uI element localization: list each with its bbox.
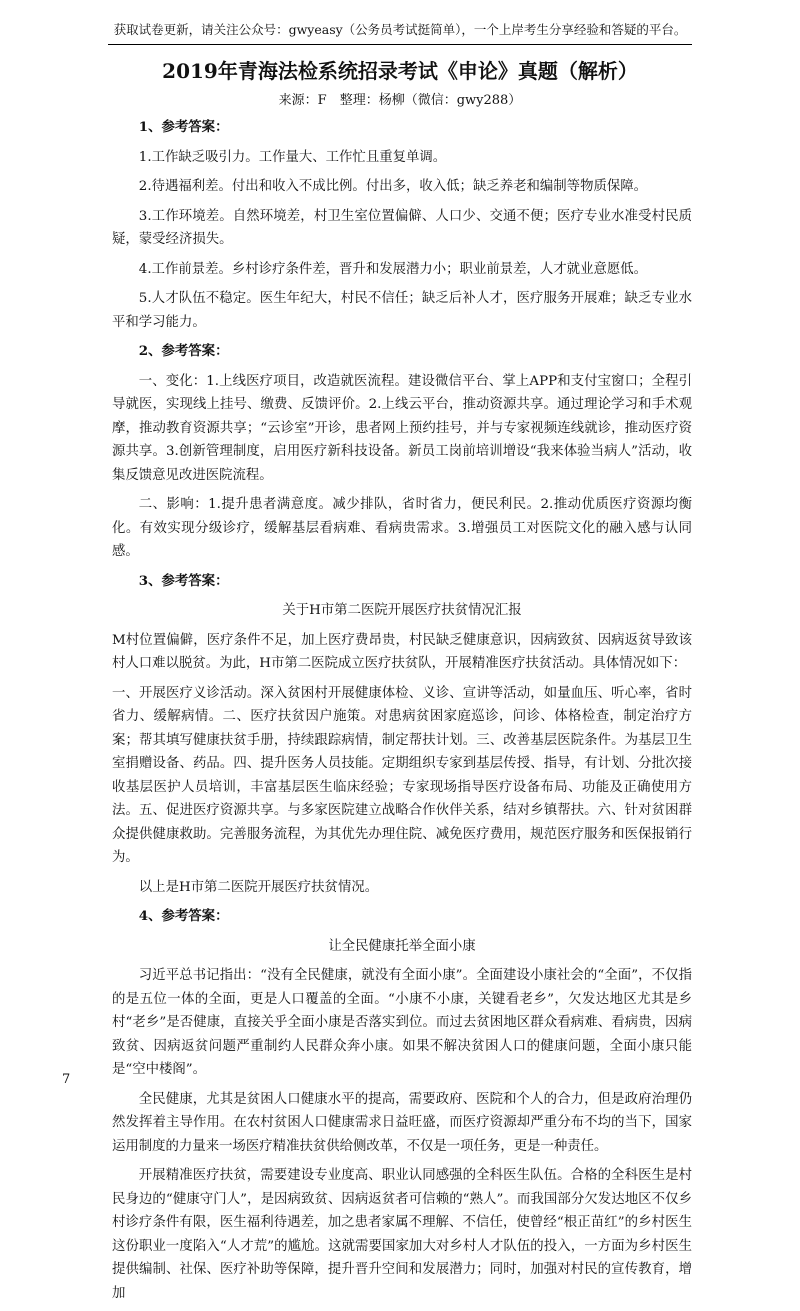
s2-paragraph: 一、变化：1.上线医疗项目，改造就医流程。建设微信平台、掌上APP和支付宝窗口；全程引导就医，实现线上挂号、缴费、反馈评价。2.上线云平台，推动资源共享。通过理论学习和手术观摩，推动教育资源共享；“云诊室”开诊，患者网上预约挂号，并与专家视频连线就诊，推动医疗资源共享。3.创新管理制度，启用医疗新科技设备。新员工岗前培训增设“我来体验当病人”活动，收集反馈意见改进医院流程。	[112, 373, 692, 483]
header-divider	[108, 44, 692, 45]
s3-paragraph: 以上是H市第二医院开展医疗扶贫情况。	[138, 879, 379, 895]
page-number: 7	[62, 1072, 71, 1087]
s1-paragraph: 4.工作前景差。乡村诊疗条件差，晋升和发展潜力小；职业前景差，人才就业意愿低。	[138, 261, 648, 277]
s1-paragraph: 1.工作缺乏吸引力。工作量大、工作忙且重复单调。	[138, 149, 447, 165]
s4-paragraph: 开展精准医疗扶贫，需要建设专业度高、职业认同感强的全科医生队伍。合格的全科医生是村民身边的“健康守门人”，是因病致贫、因病返贫者可信赖的“熟人”。而我国部分欠发达地区不仅乡村诊疗条件有限，医生福利待遇差，加之患者家属不理解、不信任，使曾经“根正苗红”的乡村医生这份职业一度陷入“人才荒”的尴尬。这就需要国家加大对乡村人才队伍的投入，一方面为乡村医生提供编制、社保、医疗补助等保障，提升晋升空间和发展潜力；同时，加强对村民的宣传教育，增加	[112, 1168, 692, 1301]
s3-paragraph: 一、开展医疗义诊活动。深入贫困村开展健康体检、义诊、宣讲等活动，如量血压、听心率，省时省力、缓解病情。二、医疗扶贫因户施策。对患病贫困家庭巡诊，问诊、体格检查，制定治疗方案；帮其填写健康扶贫手册，持续跟踪病情，制定帮扶计划。三、改善基层医院条件。为基层卫生室捐赠设备、药品。四、提升医务人员技能。定期组织专家到基层传授、指导，有计划、分批次接收基层医护人员培训，丰富基层医生临床经验；专家现场指导医疗设备布局、功能及正确使用方法。五、促进医疗资源共享。与多家医院建立战略合作伙伴关系，结对乡镇帮扶。六、针对贫困群众提供健康救助。完善服务流程，为其优先办理住院、减免医疗费用，规范医疗服务和医保报销行为。	[112, 685, 692, 865]
s1-paragraph: 2.待遇福利差。付出和收入不成比例。付出多，收入低；缺乏养老和编制等物质保障。	[138, 179, 648, 194]
s2-paragraph: 二、影响：1.提升患者满意度。减少排队，省时省力，便民利民。2.推动优质医疗资源均衡化。有效实现分级诊疗，缓解基层看病难、看病贵需求。3.增强员工对医院文化的融入感与认同感。	[112, 497, 692, 559]
source-line: 来源：F 整理：杨柳（微信：gwy288）	[278, 93, 522, 108]
s3-paragraph: M村位置偏僻，医疗条件不足，加上医疗费昂贵，村民缺乏健康意识，因病致贫、因病返贫导致该村人口难以脱贫。为此，H市第二医院成立医疗扶贫队，开展精准医疗扶贫活动。具体情况如下：	[112, 632, 692, 671]
s1-paragraph: 3.工作环境差。自然环境差，村卫生室位置偏僻、人口少、交通不便；医疗专业水准受村民质疑，蒙受经济损失。	[112, 208, 692, 247]
s4-paragraph: 全民健康，尤其是贫困人口健康水平的提高，需要政府、医院和个人的合力，但是政府治理仍然发挥着主导作用。在农村贫困人口健康需求日益旺盛，而医疗资源却严重分布不均的当下，国家运用制度的力量来一场医疗精准扶贫供给侧改革，不仅是一项任务，更是一种责任。	[112, 1091, 692, 1154]
s4-paragraph: 习近平总书记指出：“没有全民健康，就没有全面小康”。全面建设小康社会的“全面”，不仅指的是五位一体的全面，更是人口覆盖的全面。“小康不小康，关键看老乡”，欠发达地区尤其是乡村“老乡”是否健康，直接关乎全面小康是否落实到位。而过去贫困地区群众看病难、看病贵，因病致贫、因病返贫问题严重制约人民群众奔小康。如果不解决贫困人口的健康问题，全面小康只能是“空中楼阁”。	[112, 968, 692, 1077]
report-title: 关于H市第二医院开展医疗扶贫情况汇报	[282, 603, 522, 618]
page-title: 2019年青海法检系统招录考试《申论》真题（解析）	[162, 59, 638, 83]
section-3-heading: 3、参考答案：	[138, 572, 229, 589]
section-4-heading: 4、参考答案：	[138, 908, 229, 924]
essay-title: 让全民健康托举全面小康	[328, 938, 476, 954]
section-1-heading: 1、参考答案：	[138, 119, 229, 135]
s1-paragraph: 5.人才队伍不稳定。医生年纪大，村民不信任；缺乏后补人才，医疗服务开展难；缺乏专业水平和学习能力。	[112, 291, 692, 330]
header-notice: 获取试卷更新，请关注公众号：gwyeasy（公务员考试挺简单），一个上岸考生分享经验和答疑的平台。	[113, 22, 687, 37]
section-2-heading: 2、参考答案：	[138, 343, 229, 359]
